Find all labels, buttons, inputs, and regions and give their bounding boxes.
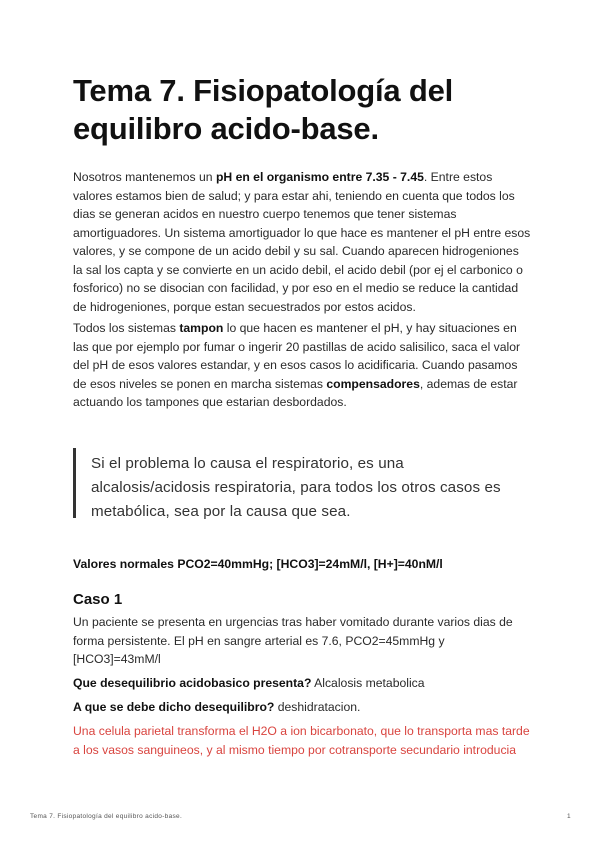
page-title: Tema 7. Fisiopatología del equilibro acido-base. <box>73 73 454 146</box>
footer-title: Tema 7. Fisiopatología del equilibro acido-base. <box>30 813 183 820</box>
highlighted-explanation: Una celula parietal transforma el H2O a ion bicarbonato, que lo transporta mas tarde a los vasos sanguineos, y al mismo tiempo por cotransporte secundario introducia <box>73 724 530 757</box>
quote-text: Si el problema lo causa el respiratorio, es una alcalosis/acidosis respiratoria, para todos los otros casos es metabólica, sea por la causa que sea. <box>91 455 501 520</box>
question-1: Que desequilibrio acidobasico presenta? Alcalosis metabolica <box>73 676 425 690</box>
intro-paragraph: Nosotros mantenemos un pH en el organismo entre 7.35 - 7.45. Entre estos valores estamos bien de salud; y para estar ahi, teniendo en cuenta que todos los dias se generan acidos en nuestro cuerpo tenemos que tener sistemas amortiguadores. Un sistema amortiguador lo que hace es mantener el pH entre esos valores, y se compone de un acido debil y su sal. Cuando aparecen hidrogeniones la sal los capta y se convierte en un acido debil, el acido debil (por ej el carbonico o fosforico) no se disocian con facilidad, y por eso en el medio se reduce la cantidad de hidrogeniones, porque estan secuestrados por estos acidos. <box>73 170 531 314</box>
blockquote <box>73 448 526 518</box>
case-description: Un paciente se presenta en urgencias tras haber vomitado durante varios dias de forma persistente. El pH en sangre arterial es 7.6, PCO2=45mmHg y [HCO3]=43mM/l <box>73 615 513 666</box>
question-2: A que se debe dicho desequilibro? deshidratacion. <box>73 700 361 714</box>
normal-values: Valores normales PCO2=40mmHg; [HCO3]=24mM/l, [H+]=40nM/l <box>73 557 443 571</box>
page-number: 1 <box>567 813 571 820</box>
buffer-paragraph: Todos los sistemas tampon lo que hacen es mantener el pH, y hay situaciones en las que por ejemplo por fumar o ingerir 20 pastillas de acido salisilico, saca el valor del pH de esos valores estandar, y en esos casos lo acidificaria. Cuando pasamos de esos niveles se ponen en marcha sistemas compensadores, ademas de estar actuando los tampones que estarian desbordados. <box>73 321 521 409</box>
case-heading: Caso 1 <box>73 591 123 608</box>
